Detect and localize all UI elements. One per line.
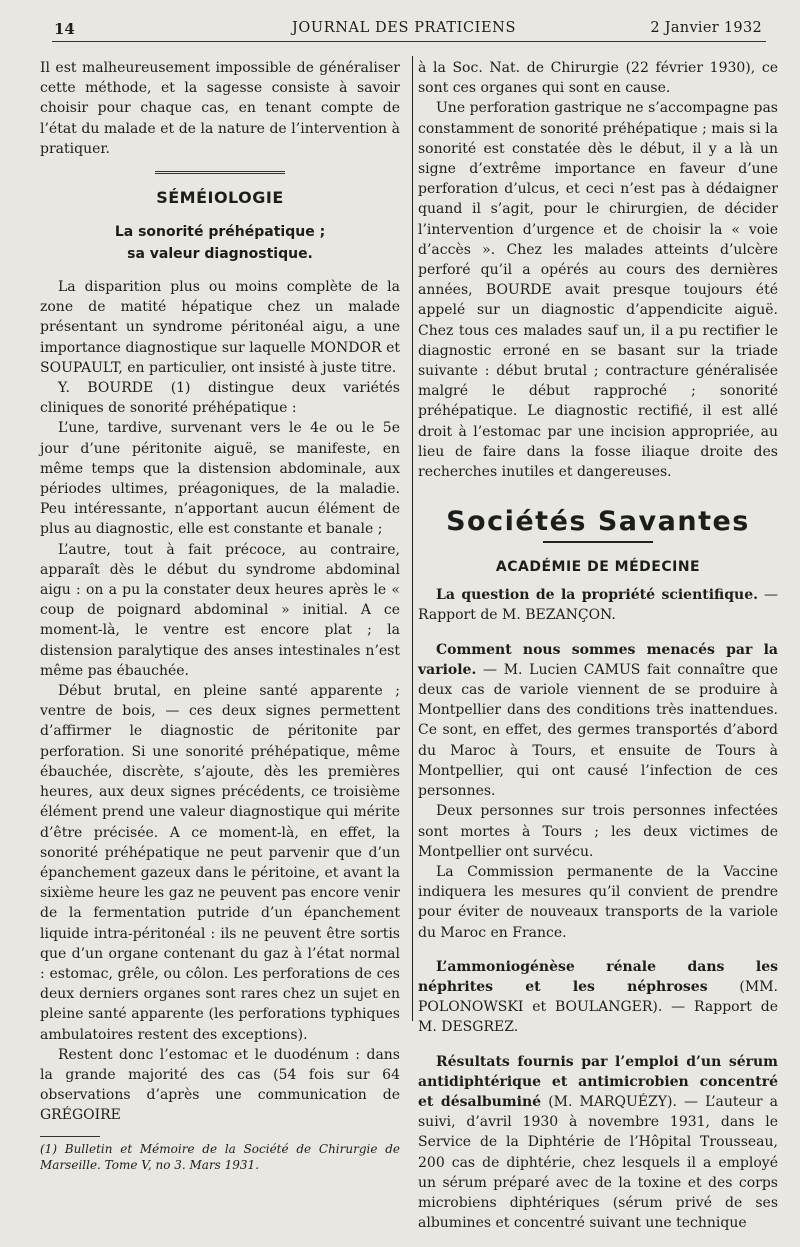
report-entry (418, 1052, 778, 1234)
entry-title: Comment nous sommes menacés par la variole. (418, 641, 778, 678)
entry-title: Résultats fournis par l’emploi d’un sérum antidiphtérique et antimicrobien concentré et désalbuminé (418, 1053, 778, 1110)
paragraph: Début brutal, en pleine santé apparente ; ventre de bois, — ces deux signes permettent d’affirmer le diagnostic de péritonite par perforation. Si une sonorité préhépatique, même ébauchée, discrète, s’ajoute, dès les premières heures, aux deux signes précédents, ce troisième élément prend une valeur diagnostique qui mérite d’être précisée. A ce moment-là, en effet, la sonorité préhépatique ne peut parvenir que d’un épanchement gazeux dans le péritoine, et avant la sixième heure les gaz ne peuvent pas encore venir de la fermentation putride d’un épanchement liquide intra-péritonéal : ils ne peuvent être sortis que d’un organe contenant du gaz à l’état normal : estomac, grêle, ou côlon. Les perforations de ces deux derniers organes sont rares chez un sujet en pleine santé apparente (les perforations typhiques ambulatoires restent des exceptions). (40, 683, 400, 1043)
header-rule (52, 41, 766, 42)
paragraph: à la Soc. Nat. de Chirurgie (22 février 1930), ce sont ces organes qui sont en cause. (418, 60, 778, 97)
paragraph: La Commission permanente de la Vaccine indiquera les mesures qu’il convient de prendre pour éviter de nouveaux transports de la variole du Maroc en France. (418, 863, 778, 941)
footnote-rule (40, 1136, 100, 1137)
report-entry (418, 585, 778, 625)
paragraph: La disparition plus ou moins complète de la zone de matité hépatique chez un malade présentant un syndrome péritonéal aigu, a une importance diagnostique sur laquelle MONDOR et SOUPAULT, en particulier, ont insisté à juste titre. (40, 279, 400, 376)
report-entry (418, 957, 778, 1038)
column-divider (412, 56, 413, 1021)
entry-title: L’ammoniogénèse rénale dans les néphrites et les néphroses (418, 958, 778, 995)
entry-text: — M. Lucien CAMUS fait connaître que deux cas de variole viennent de se produire à Montpellier dans des conditions très inattendues. Ce sont, en effet, des germes transportés d’abord du Maroc à Tours, et ensuite de Tours à Montpellier, qui ont causé l’infection de ces personnes. (418, 661, 778, 800)
subsection-title-line1: La sonorité préhépatique ; (114, 224, 326, 241)
left-column (40, 58, 400, 1173)
paragraph: Une perforation gastrique ne s’accompagne pas constamment de sonorité préhépatique ; mais si la sonorité est constatée dès le début, il y a là un signe d’extrême importance en faveur d’une perforation d’ulcus, et ceci n’est pas à dédaigner quand il s’agit, pour le chirurgien, de décider l’intervention d’urgence et de choisir la « voie d’accès ». Chez les malades atteints d’ulcère perforé qu’il a opérés au cours des dernières années, BOURDE avait presque toujours été appelé sur un diagnostic d’appendicite aiguë. Chez tous ces malades sauf un, il a pu rectifier le diagnostic erroné en se basant sur la triade suivante : début brutal ; contracture généralisée malgré le début rapproché ; sonorité préhépatique. Le diagnostic rectifié, il est allé droit à l’estomac par une incision appropriée, au lieu de faire dans la fosse iliaque droite des recherches inutiles et dangereuses. (418, 100, 778, 481)
paragraph: Y. BOURDE (1) distingue deux variétés cliniques de sonorité préhépatique : (40, 380, 400, 417)
paragraph: L’autre, tout à fait précoce, au contraire, apparaît dès le début du syndrome abdominal aigu : on a pu la constater deux heures après le « coup de poignard abdominal » initial. A ce moment-là, le ventre est encore plat ; la distension paralytique des anses intestinales n’est même pas ébauchée. (40, 541, 400, 679)
entry-title: La question de la propriété scientifique. (436, 587, 758, 604)
entry-text: (M. MARQUÉZY). — L’auteur a suivi, d’avril 1930 à novembre 1931, dans le Service de la Diphtérie de l’Hôpital Trousseau, 200 cas de diphtérie, chez lesquels il a employé un sérum préparé avec de la toxine et des corps microbiens diphtériques (sérum privé de ses albumines et concentré suivant une technique (418, 1093, 778, 1232)
entry-text: (MM. POLONOWSKI et BOULANGER). — Rapport de M. DESGREZ. (418, 978, 778, 1036)
paragraph: Restent donc l’estomac et le duodénum : dans la grande majorité des cas (54 fois sur 64 observations d’après une communication de GRÉGOIRE (40, 1046, 400, 1124)
entry-text: — Rapport de M. BEZANÇON. (418, 587, 778, 624)
paragraph: Deux personnes sur trois personnes infectées sont mortes à Tours ; les deux victimes de Montpellier ont survécu. (418, 803, 778, 860)
academy-heading: ACADÉMIE DE MÉDECINE (495, 559, 701, 576)
intro-paragraph: Il est malheureusement impossible de généraliser cette méthode, et la sagesse consiste à savoir choisir pour chaque cas, en tenant compte de l’état du malade et de la nature de l’intervention à pratiquer. (40, 60, 400, 157)
section-rule (155, 171, 285, 176)
societies-title: Sociétés Savantes (446, 506, 750, 538)
subsection-title-line2: sa valeur diagnostique. (127, 246, 313, 263)
right-column (418, 58, 778, 1247)
section-title: SÉMÉIOLOGIE (156, 188, 284, 208)
footnote: (1) Bulletin et Mémoire de la Société de Chirurgie de Marseille. Tome V, no 3. Mars 1931. (40, 1141, 400, 1172)
paragraph: L’une, tardive, survenant vers le 4e ou le 5e jour d’une péritonite aiguë, se manifeste, en même temps que la distension abdominale, aux périodes ultimes, préagoniques, de la maladie. Peu intéressante, n’apportant aucun élément de plus au diagnostic, elle est constante et banale ; (40, 420, 400, 538)
journal-title: JOURNAL DES PRATICIENS (292, 20, 516, 36)
page-header (40, 18, 768, 42)
societies-underline (543, 541, 653, 543)
report-entry (418, 640, 778, 943)
issue-date: 2 Janvier 1932 (650, 20, 762, 36)
subsection-title (40, 221, 400, 265)
page-number: 14 (54, 20, 75, 38)
